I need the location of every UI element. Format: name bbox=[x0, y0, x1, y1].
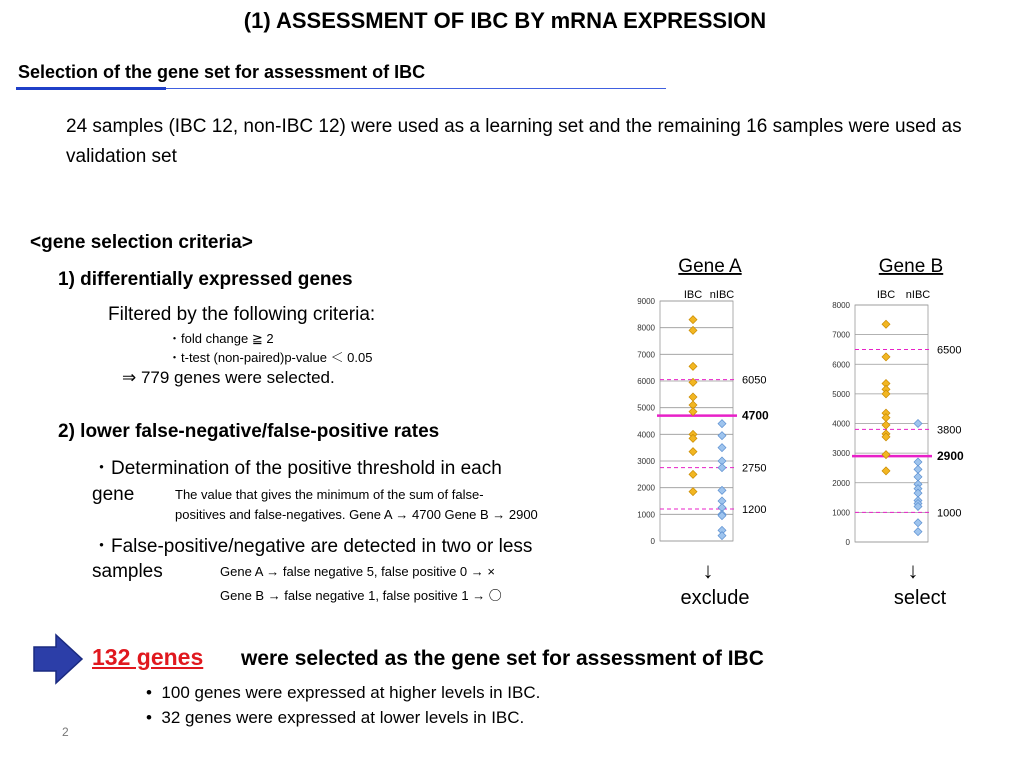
gene-b-nibc-point bbox=[914, 465, 922, 473]
gene-a-reference-label: 2750 bbox=[742, 462, 767, 475]
gene-a-reference-label: 6050 bbox=[742, 374, 767, 387]
threshold-note-line1: The value that gives the minimum of the sum of false- bbox=[175, 487, 484, 502]
gene-a-y-tick-label: 2000 bbox=[637, 483, 655, 493]
gene-b-nibc-point bbox=[914, 420, 922, 428]
selected-gene-count: 132 genes bbox=[92, 644, 204, 670]
gene-a-nibc-point bbox=[718, 464, 726, 472]
criterion-1-result: ⇒ 779 genes were selected. bbox=[122, 368, 335, 387]
gene-b-y-tick-label: 8000 bbox=[832, 301, 850, 310]
gene-a-ibc-point bbox=[689, 448, 697, 456]
gene-b-title: Gene B bbox=[878, 256, 944, 277]
gene-a-verdict: exclude bbox=[680, 587, 750, 609]
bullet-lower-text: 32 genes were expressed at lower levels in IBC. bbox=[161, 708, 525, 727]
gene-b-y-tick-label: 2000 bbox=[832, 478, 850, 488]
gene-b-reference-label: 6500 bbox=[937, 344, 962, 357]
gene-a-y-tick-label: 6000 bbox=[637, 377, 655, 386]
gene-a-result: Gene A → false negative 5, false positive 0 → × bbox=[220, 564, 495, 579]
gene-a-ibc-point bbox=[689, 393, 697, 401]
gene-b-y-tick-label: 3000 bbox=[832, 449, 850, 459]
gene-b-y-tick-label: 6000 bbox=[832, 360, 850, 370]
gene-b-y-tick-label: 4000 bbox=[832, 419, 850, 429]
gene-b-down-arrow-icon: ↓ bbox=[907, 558, 919, 583]
gene-a-down-arrow-icon: ↓ bbox=[702, 558, 714, 583]
bullet-lower: • 32 genes were expressed at lower levels in IBC. bbox=[146, 708, 525, 727]
fp-fn-criterion: ・False-positive/negative are detected in two or less bbox=[92, 536, 533, 557]
threshold-determination-cont: gene bbox=[92, 484, 135, 505]
gene-b-y-tick-label: 0 bbox=[845, 538, 850, 547]
section-subtitle: Selection of the gene set for assessment of IBC bbox=[18, 62, 426, 82]
bullet-higher-text: 100 genes were expressed at higher levels in IBC. bbox=[161, 683, 541, 702]
threshold-note-line2: positives and false-negatives. Gene A → 4700 Gene B → 2900 bbox=[175, 507, 538, 522]
gene-b-y-tick-label: 5000 bbox=[832, 389, 850, 399]
gene-a-y-tick-label: 0 bbox=[650, 537, 655, 546]
gene-b-y-tick-label: 1000 bbox=[832, 508, 850, 518]
gene-a-ibc-point bbox=[689, 316, 697, 324]
intro-text: 24 samples (IBC 12, non-IBC 12) were used as a learning set and the remaining 16 samples were used as validation set bbox=[66, 116, 962, 167]
gene-a-title: Gene A bbox=[678, 256, 742, 277]
page-title: (1) ASSESSMENT OF IBC BY mRNA EXPRESSION bbox=[243, 8, 767, 33]
gene-a-y-tick-label: 5000 bbox=[637, 403, 655, 413]
gene-a-threshold-label: 4700 bbox=[742, 408, 769, 423]
fp-fn-criterion-cont: samples bbox=[92, 561, 163, 582]
criterion-2-heading: 2) lower false-negative/false-positive rates bbox=[58, 421, 440, 442]
gene-a-y-tick-label: 3000 bbox=[637, 457, 655, 466]
ttest-criterion: ・t-test (non-paired)p-value ＜ 0.05 bbox=[168, 350, 373, 365]
gene-b-threshold-label: 2900 bbox=[937, 449, 964, 464]
gene-b-nibc-point bbox=[914, 458, 922, 466]
gene-b-ibc-point bbox=[882, 467, 890, 475]
gene-a-y-tick-label: 4000 bbox=[637, 430, 655, 440]
gene-a-y-tick-label: 9000 bbox=[637, 297, 655, 306]
gene-b-ibc-point bbox=[882, 451, 890, 459]
gene-b-category-label: IBC bbox=[876, 289, 896, 301]
criterion-1-filter: Filtered by the following criteria: bbox=[108, 304, 376, 325]
page-number: 2 bbox=[62, 725, 69, 739]
gene-a-nibc-point bbox=[718, 420, 726, 428]
gene-a-nibc-point bbox=[718, 532, 726, 540]
gene-b-nibc-point bbox=[914, 528, 922, 536]
threshold-determination: ・Determination of the positive threshold in each bbox=[92, 458, 502, 479]
gene-b-reference-label: 1000 bbox=[937, 507, 962, 520]
criteria-heading: <gene selection criteria> bbox=[30, 232, 253, 253]
gene-a-ibc-point bbox=[689, 470, 697, 478]
right-arrow-icon bbox=[32, 633, 84, 685]
gene-b-y-tick-label: 7000 bbox=[832, 330, 850, 340]
gene-b-category-label: nIBC bbox=[905, 289, 931, 301]
gene-b-ibc-point bbox=[882, 421, 890, 429]
gene-b-ibc-point bbox=[882, 353, 890, 361]
gene-charts bbox=[630, 250, 1015, 620]
gene-b-result: Gene B → false negative 1, false positive 1 → 〇 bbox=[220, 588, 502, 603]
gene-a-y-tick-label: 7000 bbox=[637, 350, 655, 360]
gene-a-reference-label: 1200 bbox=[742, 504, 767, 516]
gene-a-ibc-point bbox=[689, 362, 697, 370]
fold-change-criterion: ・fold change ≧ 2 bbox=[168, 331, 274, 346]
criterion-1-heading: 1) differentially expressed genes bbox=[58, 269, 353, 290]
bullet-higher: • 100 genes were expressed at higher levels in IBC. bbox=[146, 683, 541, 702]
gene-b-ibc-point bbox=[882, 320, 890, 328]
gene-a-ibc-point bbox=[689, 488, 697, 496]
conclusion-text: were selected as the gene set for assessment of IBC bbox=[241, 647, 764, 670]
gene-a-nibc-point bbox=[718, 444, 726, 452]
gene-b-nibc-point bbox=[914, 473, 922, 481]
gene-b-nibc-point bbox=[914, 519, 922, 527]
gene-a-category-label: IBC bbox=[683, 289, 703, 301]
gene-a-category-label: nIBC bbox=[709, 289, 735, 301]
gene-a-y-tick-label: 1000 bbox=[637, 510, 655, 520]
gene-a-y-tick-label: 8000 bbox=[637, 323, 655, 333]
gene-a-nibc-point bbox=[718, 432, 726, 440]
subtitle-underline-accent bbox=[16, 87, 166, 90]
gene-b-verdict: select bbox=[893, 587, 947, 609]
gene-b-reference-label: 3800 bbox=[937, 424, 962, 437]
